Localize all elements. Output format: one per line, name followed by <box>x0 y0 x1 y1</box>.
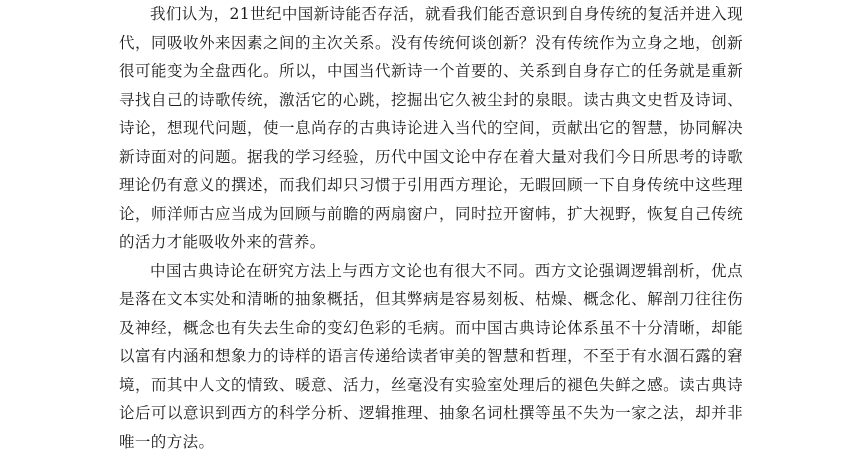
paragraph-2: 中国古典诗论在研究方法上与西方文论也有很大不同。西方文论强调逻辑剖析，优点是落在文本实处和清晰的抽象概括，但其弊病是容易刻板、枯燥、概念化、解剖刀往往伤及神经，概念也有失去生命的变幻色彩的毛病。而中国古典诗论体系虽不十分清晰，却能以富有内涵和想象力的诗样的语言传递给读者审美的智慧和哲理，不至于有水涸石露的窘境，而其中人文的情致、暖意、活力，丝毫没有实验室处理后的褪色失鲜之感。读古典诗论后可以意识到西方的科学分析、逻辑推理、抽象名词杜撰等虽不失为一家之法，却并非唯一的方法。 <box>119 261 743 451</box>
document-body <box>119 0 743 456</box>
paragraph-1: 我们认为，21世纪中国新诗能否存活，就看我们能否意识到自身传统的复活并进入现代，同吸收外来因素之间的主次关系。没有传统何谈创新？没有传统作为立身之地，创新很可能变为全盘西化。所以，中国当代新诗一个首要的、关系到自身存亡的任务就是重新寻找自己的诗歌传统，激活它的心跳，挖掘出它久被尘封的泉眼。读古典文史哲及诗词、诗论，想现代问题，使一息尚存的古典诗论进入当代的空间，贡献出它的智慧，协同解决新诗面对的问题。据我的学习经验，历代中国文论中存在着大量对我们今日所思考的诗歌理论仍有意义的撰述，而我们却只习惯于引用西方理论，无暇回顾一下自身传统中这些理论，师洋师古应当成为回顾与前瞻的两扇窗户，同时拉开窗帏，扩大视野，恢复自己传统的活力才能吸收外来的营养。 <box>119 5 743 251</box>
